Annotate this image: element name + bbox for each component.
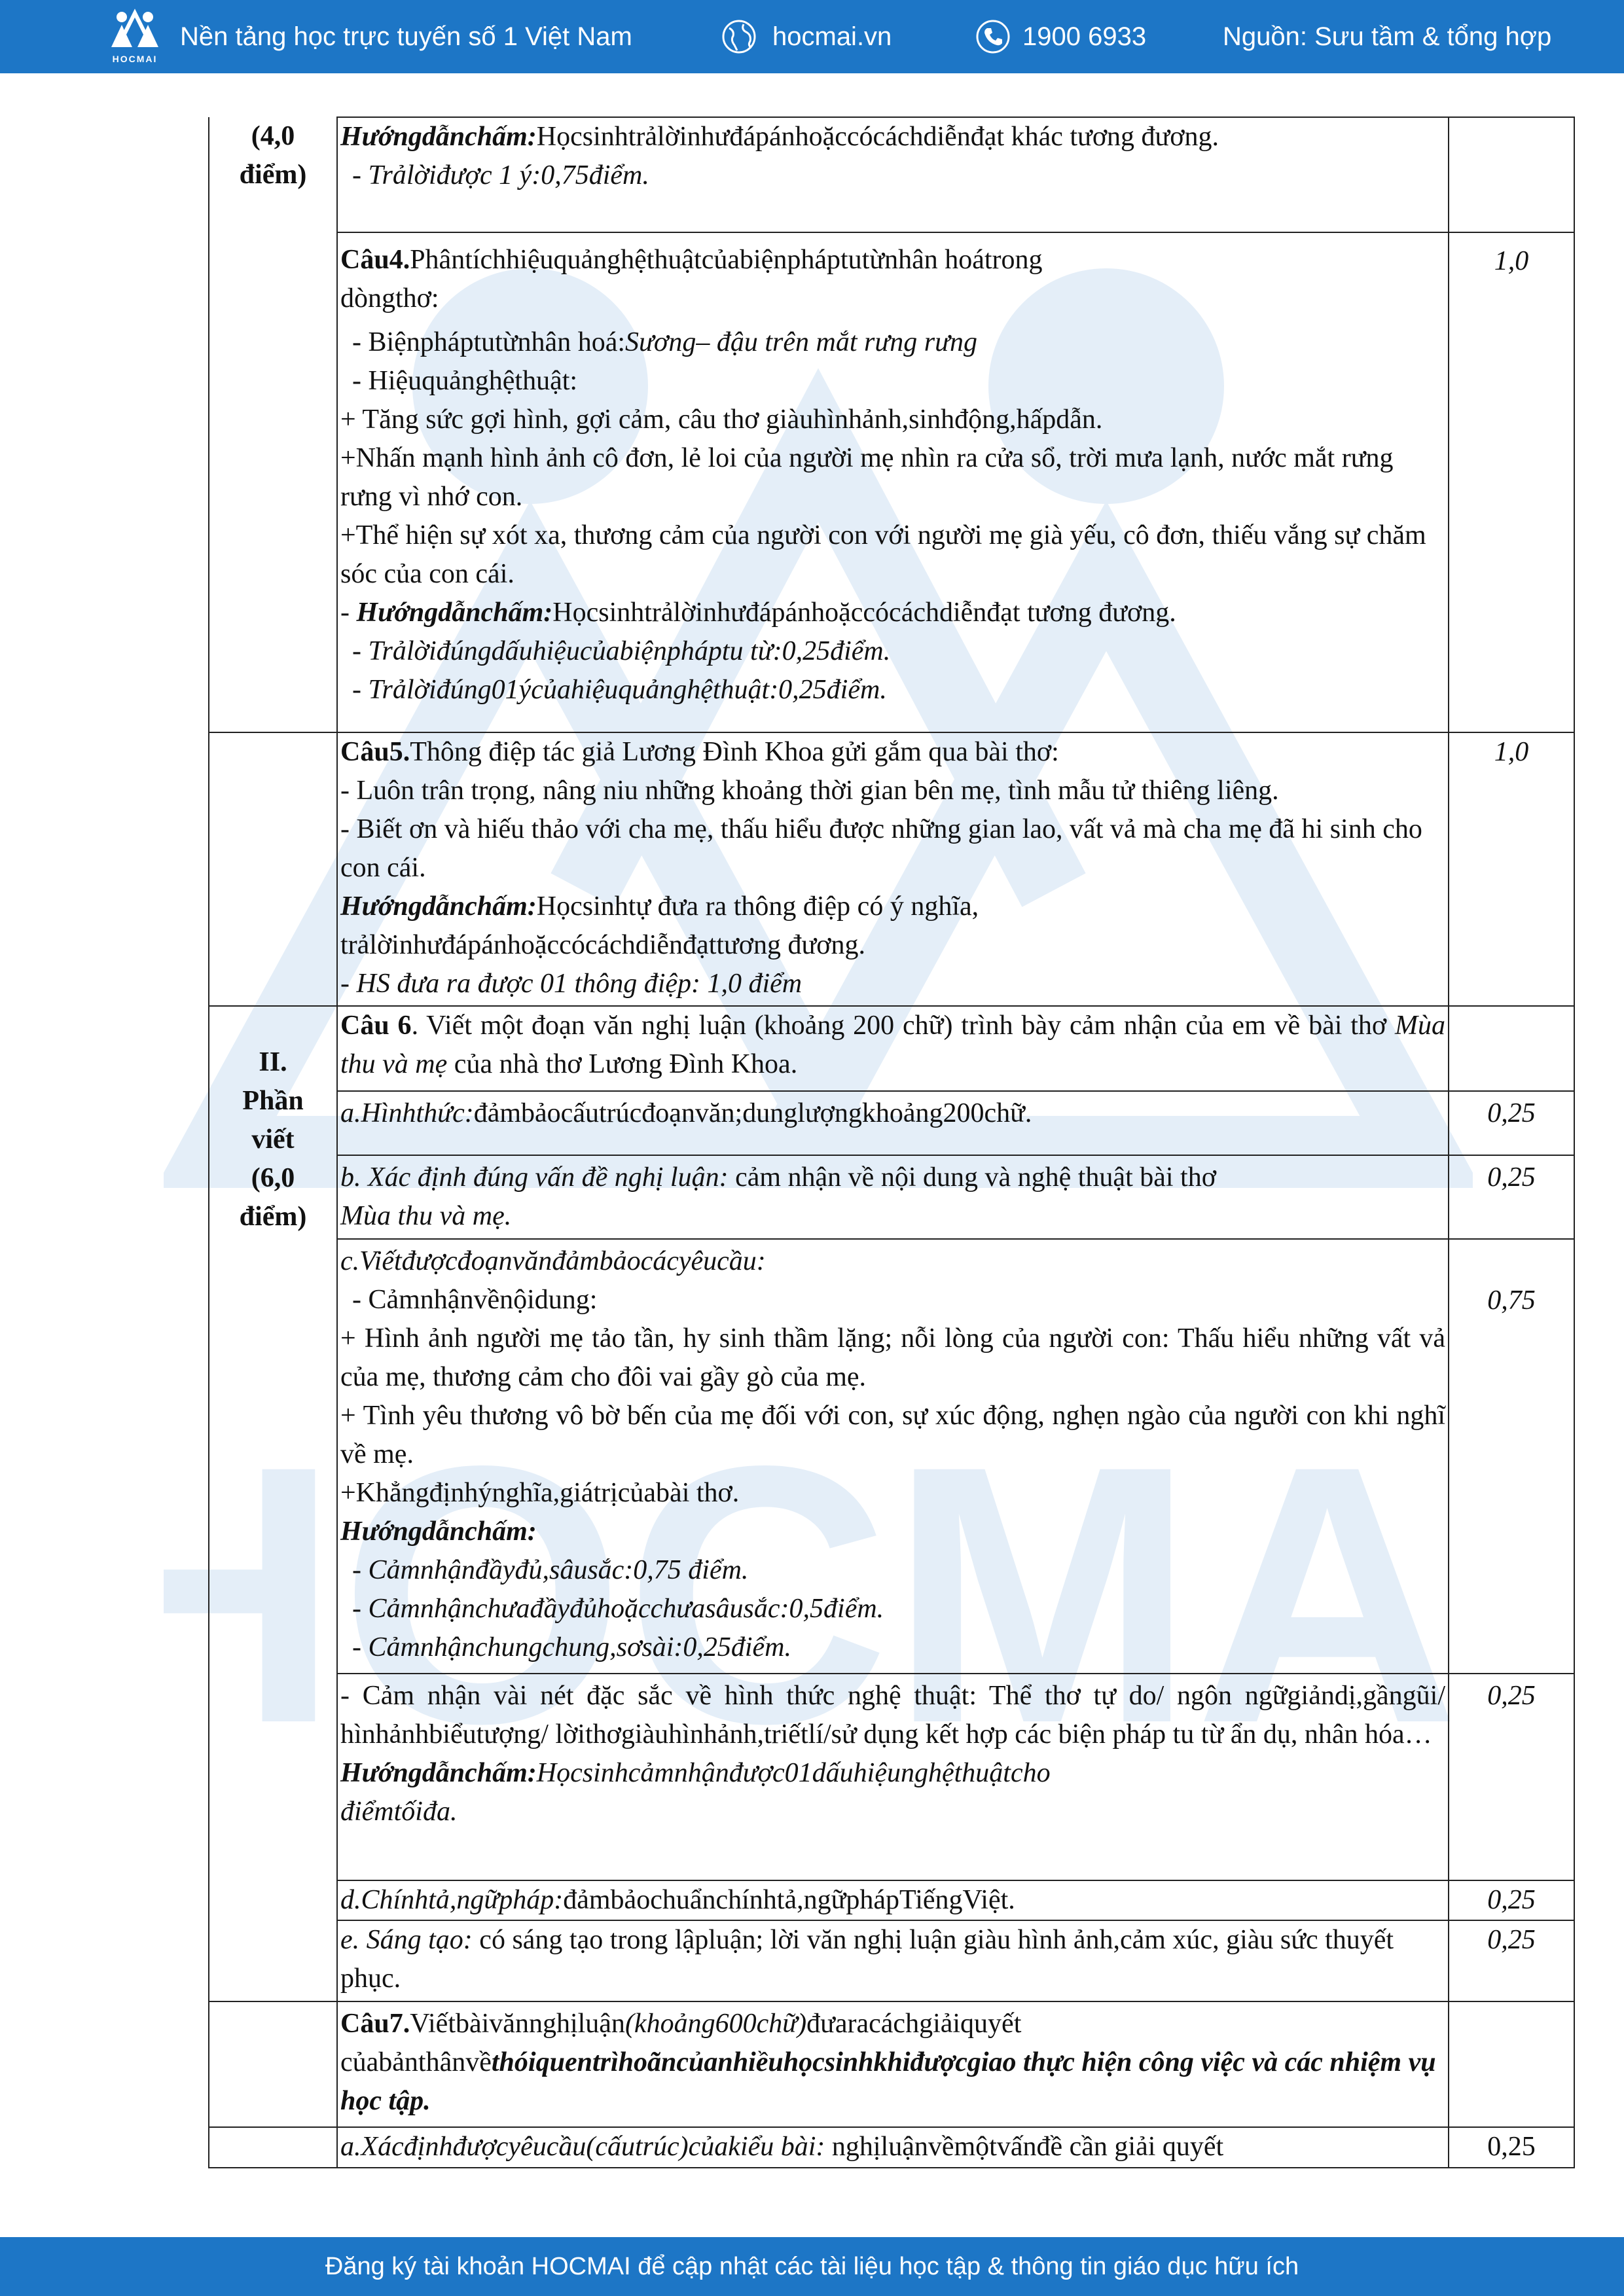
table-row [209, 1920, 1574, 2001]
score-cell [1449, 1006, 1574, 1091]
q7a-cell [337, 2127, 1449, 2168]
q6c-note-3: - Cảmnhậnchungchung,sơsài:0,25điểm. [352, 1632, 792, 1662]
q4-effect-label: - Hiệuquảnghệthuật: [352, 366, 578, 396]
q7-label: Câu7. [340, 2009, 410, 2039]
table-row [209, 2127, 1574, 2168]
score-cell [1449, 117, 1574, 232]
footer-text[interactable]: Đăng ký tài khoản HOCMAI để cập nhật các tài liệu học tập & thông tin giáo dục hữu ích [325, 2252, 1299, 2280]
q3-guide-cell [337, 117, 1449, 232]
empty-cell [209, 732, 337, 1006]
q7-prompt-2: đưaracáchgiảiquyết [806, 2009, 1022, 2039]
q6-art-cell [337, 1674, 1449, 1880]
table-row [209, 1006, 1574, 1091]
table-row [209, 1239, 1574, 1674]
q4-guide-text: Họcsinhtrảlờinhưđápánhoặccócáchdiễnđạt tương đương. [552, 598, 1176, 628]
q5-guide-text-cont: trảlờinhưđápánhoặccócáchdiễnđạttương đương. [340, 930, 865, 960]
q5-message-1: - Luôn trân trọng, nâng niu những khoảng thời gian bên mẹ, tình mẫu tử thiêng liêng. [340, 776, 1279, 806]
table-row [209, 232, 1574, 732]
q4-note-2: - Trảlờiđúng01ýcủahiệuquảnghệthuật:0,25điểm. [352, 675, 887, 705]
q6c-note-1: - Cảmnhậnđầyđủ,sâusắc:0,75 điểm. [352, 1555, 749, 1585]
empty-cell [209, 232, 337, 732]
q6a-label: a.Hìnhthức: [340, 1098, 474, 1128]
source-note: Nguồn: Sưu tầm & tổng hợp [1223, 22, 1552, 51]
footer-banner [0, 2237, 1624, 2296]
q6b-score: 0,25 [1449, 1155, 1574, 1239]
q5-label: Câu5. [340, 737, 410, 767]
q4-cell [337, 232, 1449, 732]
q6c-content-1: + Hình ảnh người mẹ tảo tần, hy sinh thầm lặng; nỗi lòng của người con: Thấu hiểu những vất vả của mẹ, thương cảm cho đôi vai gầy gò của mẹ. [340, 1323, 1445, 1392]
q6-art-guide-text: Họcsinhcảmnhậnđược01dấuhiệunghệthuậtcho [536, 1758, 1051, 1788]
website-link[interactable]: hocmai.vn [772, 22, 892, 51]
q7a-text: nghịluậnvềmộtvấnđề cần giải quyết [825, 2132, 1224, 2162]
q6c-note-2: - Cảmnhậnchưađầyđủhoặcchưasâusắc:0,5điểm. [352, 1594, 884, 1624]
q6-poem-title: Mùa thu và mẹ [340, 1011, 1445, 1079]
q7-length: (khoảng600chữ) [624, 2009, 807, 2039]
q5-note: - HS đưa ra được 01 thông điệp: 1,0 điểm [340, 969, 803, 999]
q4-prompt: Phântíchhiệuquảnghệthuậtcủabiệnpháptutừnhân hoátrong [410, 245, 1043, 275]
q5-score: 1,0 [1449, 732, 1574, 1006]
q4-effect-2: +Nhấn mạnh hình ảnh cô đơn, lẻ loi của người mẹ nhìn ra cửa sổ, trời mưa lạnh, nước mắt rưng rưng vì nhớ con. [340, 443, 1394, 512]
q6e-cell [337, 1920, 1449, 2001]
writing-score: (6,0 điểm) [239, 1163, 307, 1232]
q6e-text: có sáng tạo trong lậpluận; lời văn nghị luận giàu hình ảnh,cảm xúc, giàu sức thuyết phục. [340, 1925, 1394, 1994]
q7-cell [337, 2001, 1449, 2127]
q4-prompt-cont: dòngthơ: [340, 283, 439, 314]
table-row [209, 732, 1574, 1006]
q6d-text: đảmbảochuẩnchínhtả,ngữphápTiếngViệt. [563, 1885, 1015, 1915]
tagline: Nền tảng học trực tuyến số 1 Việt Nam [180, 22, 632, 51]
q6-art-guide-text-cont: điểmtốiđa. [340, 1797, 458, 1827]
guide-note: - Trảlờiđược 1 ý:0,75điểm. [352, 160, 649, 190]
q6-cell [337, 1006, 1449, 1091]
table-row [209, 1674, 1574, 1880]
q6c-content-2: + Tình yêu thương vô bờ bến của mẹ đối với con, sự xúc động, nghẹn ngào của người con khi nghĩ về mẹ. [340, 1401, 1445, 1469]
q4-device-text: Sương– đậu trên mắt rưng rưng [625, 327, 977, 357]
answer-key-table [208, 117, 1574, 2168]
q6-art-score: 0,25 [1449, 1674, 1574, 1880]
score-cell [1449, 2001, 1574, 2127]
table-row [209, 117, 1574, 232]
q5-prompt: Thông điệp tác giả Lương Đình Khoa gửi gắm qua bài thơ: [410, 737, 1059, 767]
empty-cell [209, 2001, 337, 2127]
q7a-label: a.Xácđịnhđượcyêucầu(cấutrúc)củakiểu bài: [340, 2132, 825, 2162]
q6-prompt-b: của nhà thơ Lương Đình Khoa. [447, 1049, 798, 1079]
table-row [209, 1091, 1574, 1155]
q6-art-text: - Cảm nhận vài nét đặc sắc về hình thức nghệ thuật: Thể thơ tự do/ ngôn ngữgiảndị,gầngũi/ hìnhảnhbiểutượng/ lờithơgiàuhìnhảnh,triếtlí/sử dụng kết hợp các biện pháp tu từ ẩn dụ, nhân hóa… [340, 1681, 1445, 1749]
q6c-score: 0,75 [1449, 1239, 1574, 1674]
table-row [209, 1880, 1574, 1920]
q6-art-guide-label: Hướngdẫnchấm: [340, 1758, 537, 1788]
q6c-content-3: +Khẳngđịnhýnghĩa,giátrịcủabài thơ. [340, 1478, 740, 1508]
table-row [209, 1155, 1574, 1239]
q6c-content-label: - Cảmnhậnvềnộidung: [352, 1285, 598, 1315]
reading-section-cell [209, 117, 337, 232]
q4-note-1: - Trảlờiđúngdấuhiệucủabiệnpháptu từ:0,25điểm. [352, 636, 891, 666]
q6b-text: cảm nhận về nội dung và nghệ thuật bài thơ [728, 1162, 1216, 1193]
q4-label: Câu4. [340, 245, 410, 275]
hocmai-logo[interactable] [105, 8, 165, 65]
phone-icon [975, 0, 1011, 73]
empty-cell [209, 2127, 337, 2168]
q6c-guide-label: Hướngdẫnchấm: [340, 1516, 537, 1547]
q7a-score: 0,25 [1449, 2127, 1574, 2168]
reading-score: (4,0 điểm) [239, 121, 307, 190]
q7-prompt-3: củabảnthânvề [340, 2047, 492, 2077]
q6e-score: 0,25 [1449, 1920, 1574, 2001]
q5-guide-label: Hướngdẫnchấm: [340, 891, 537, 922]
watermark-text: HOCMA [164, 1390, 1460, 1741]
q6c-cell [337, 1239, 1449, 1674]
guide-text: Họcsinhtrảlờinhưđápánhoặccócáchdiễnđạt khác tương đương. [536, 122, 1219, 152]
guide-label: Hướngdẫnchấm: [340, 122, 537, 152]
q4-effect-3: +Thể hiện sự xót xa, thương cảm của người con với người mẹ già yếu, cô đơn, thiếu vắng sự chăm sóc của con cái. [340, 520, 1426, 589]
q6b-poem: Mùa thu và mẹ. [340, 1201, 512, 1231]
q4-guide-prefix: - [340, 598, 357, 628]
q6d-cell [337, 1880, 1449, 1920]
q6b-label: b. Xác định đúng vấn đề nghị luận: [340, 1162, 729, 1193]
q4-effect-1: + Tăng sức gợi hình, gợi cảm, câu thơ giàuhìnhảnh,sinhđộng,hấpdẫn. [340, 404, 1103, 435]
q6b-cell [337, 1155, 1449, 1239]
q7-topic: thóiquentrìhoãncủanhiềuhọcsinhkhiđượcgiao thực hiện công việc và các nhiệm vụ học tập. [340, 2047, 1436, 2116]
q6d-score: 0,25 [1449, 1880, 1574, 1920]
q5-message-2: - Biết ơn và hiếu thảo với cha mẹ, thấu hiểu được những gian lao, vất vả mà cha mẹ đã hi sinh cho con cái. [340, 814, 1422, 883]
q6c-label: c.Viếtđượcđoạnvănđảmbảocácyêucầu: [340, 1246, 766, 1276]
q4-score: 1,0 [1449, 232, 1574, 732]
phone-number[interactable]: 1900 6933 [1022, 22, 1147, 51]
q6a-text: đảmbảocấutrúcđoạnvăn;dunglượngkhoảng200chữ. [473, 1098, 1032, 1128]
table-row [209, 2001, 1574, 2127]
logo-figures-icon [105, 8, 165, 54]
q6a-cell [337, 1091, 1449, 1155]
q6-prompt-a: . Viết một đoạn văn nghị luận (khoảng 200 chữ) trình bày cảm nhận của em về bài thơ [411, 1011, 1395, 1041]
q5-cell [337, 732, 1449, 1006]
globe-icon [721, 0, 757, 73]
writing-section-cell [209, 1006, 337, 2001]
q6-label: Câu 6 [340, 1011, 412, 1041]
q6a-score: 0,25 [1449, 1091, 1574, 1155]
q4-device-label: - Biệnpháptutừnhân hoá: [352, 327, 626, 357]
q7-prompt: Viếtbàivănnghịluận [410, 2009, 625, 2039]
q6e-label: e. Sáng tạo: [340, 1925, 473, 1955]
writing-label: II. Phần viết [242, 1047, 304, 1155]
q5-guide-text: Họcsinhtự đưa ra thông điệp có ý nghĩa, [536, 891, 979, 922]
q4-guide-label: Hướngdẫnchấm: [356, 598, 553, 628]
q6d-label: d.Chínhtả,ngữpháp: [340, 1885, 564, 1915]
top-banner [0, 0, 1624, 73]
logo-text: HOCMAI [112, 54, 158, 64]
